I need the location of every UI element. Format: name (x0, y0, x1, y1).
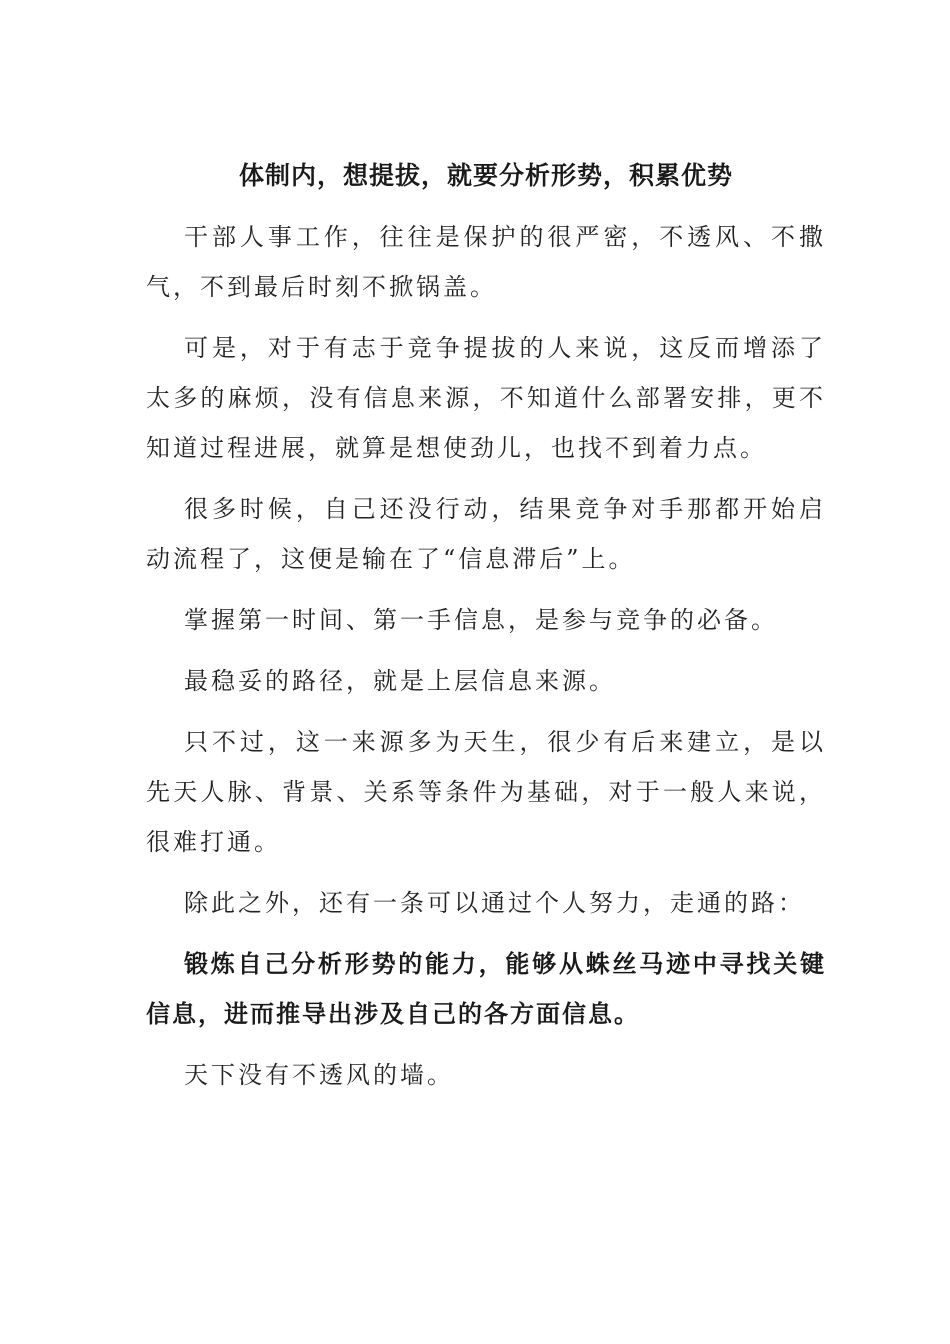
paragraph-8-emphasis: 锻炼自己分析形势的能力，能够从蛛丝马迹中寻找关键信息，进而推导出涉及自己的各方面信息。 (146, 949, 826, 1028)
paragraph-2: 可是，对于有志于竞争提拔的人来说，这反而增添了太多的麻烦，没有信息来源，不知道什么部署安排，更不知道过程进展，就算是想使劲儿，也找不到着力点。 (146, 334, 826, 462)
paragraph-4: 掌握第一时间、第一手信息，是参与竞争的必备。 (184, 606, 778, 634)
paragraph-1: 干部人事工作，往往是保护的很严密，不透风、不撒气，不到最后时刻不掀锅盖。 (146, 223, 826, 301)
paragraph-6: 只不过，这一来源多为天生，很少有后来建立，是以先天人脉、背景、关系等条件为基础，对于一般人来说，很难打通。 (146, 728, 826, 856)
paragraph-3: 很多时候，自己还没行动，结果竞争对手那都开始启动流程了，这便是输在了“信息滞后”上。 (146, 495, 826, 573)
paragraph-5: 最稳妥的路径，就是上层信息来源。 (184, 667, 616, 695)
paragraph-7: 除此之外，还有一条可以通过个人努力，走通的路： (184, 889, 805, 917)
paragraph-9: 天下没有不透风的墙。 (184, 1061, 454, 1089)
article-body (146, 150, 826, 1111)
article-title: 体制内，想提拔，就要分析形势，积累优势 (238, 161, 733, 190)
